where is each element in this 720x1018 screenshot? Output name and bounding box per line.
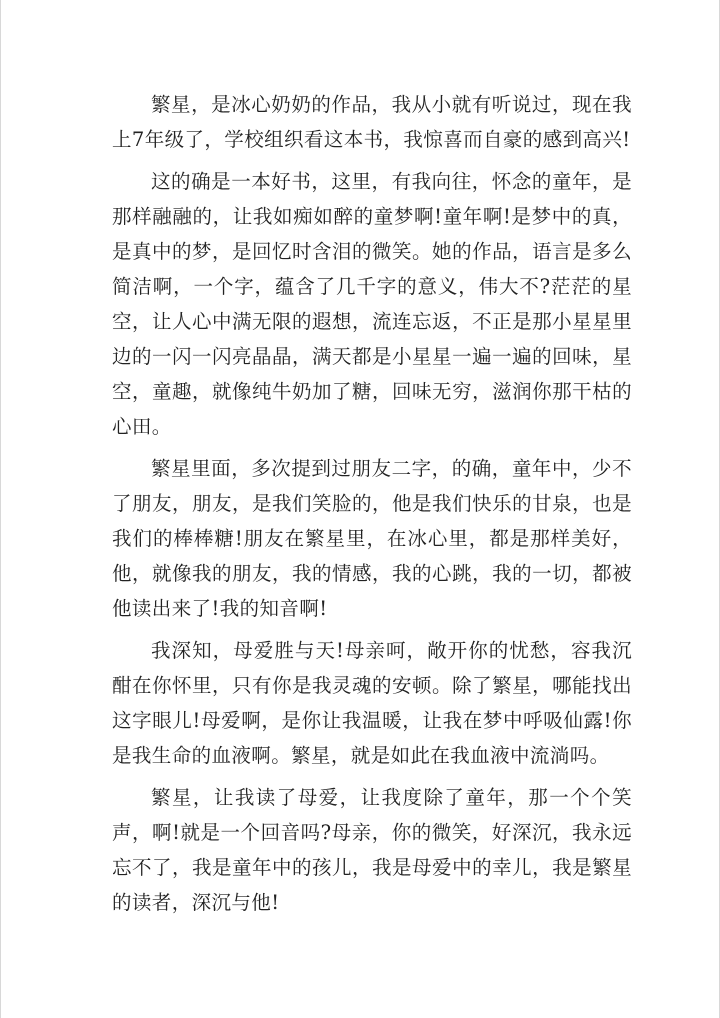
paragraph-1: 繁星，是冰心奶奶的作品，我从小就有听说过，现在我上7年级了，学校组织看这本书，我惊喜而自豪的感到高兴! [112,93,632,151]
paragraph-5: 繁星，让我读了母爱，让我度除了童年，那一个个笑声，啊!就是一个回音吗?母亲，你的微笑，好深沉，我永远忘不了，我是童年中的孩儿，我是母爱中的幸儿，我是繁星的读者，深沉与他! [112,786,632,914]
paragraph-2: 这的确是一本好书，这里，有我向往，怀念的童年，是那样融融的，让我如痴如醉的童梦啊!童年啊!是梦中的真，是真中的梦，是回忆时含泪的微笑。她的作品，语言是多么简洁啊，一个字，蕴含了几千字的意义，伟大不?茫茫的星空，让人心中满无限的遐想，流连忘返，不正是那小星星里边的一闪一闪亮晶晶，满天都是小星星一遍一遍的回味，星空，童趣，就像纯牛奶加了糖，回味无穷，滋润你那干枯的心田。 [112,170,632,438]
paragraph-3: 繁星里面，多次提到过朋友二字，的确，童年中，少不了朋友，朋友，是我们笑脸的，他是我们快乐的甘泉，也是我们的棒棒糖!朋友在繁星里，在冰心里，都是那样美好，他，就像我的朋友，我的情感，我的心跳，我的一切，都被他读出来了!我的知音啊! [112,457,632,620]
document-body [112,87,632,927]
paragraph-4: 我深知，母爱胜与天!母亲呵，敞开你的忧愁，容我沉酣在你怀里，只有你是我灵魂的安顿。除了繁星，哪能找出这字眼儿!母爱啊，是你让我温暖，让我在梦中呼吸仙露!你是我生命的血液啊。繁星，就是如此在我血液中流淌吗。 [112,639,632,767]
